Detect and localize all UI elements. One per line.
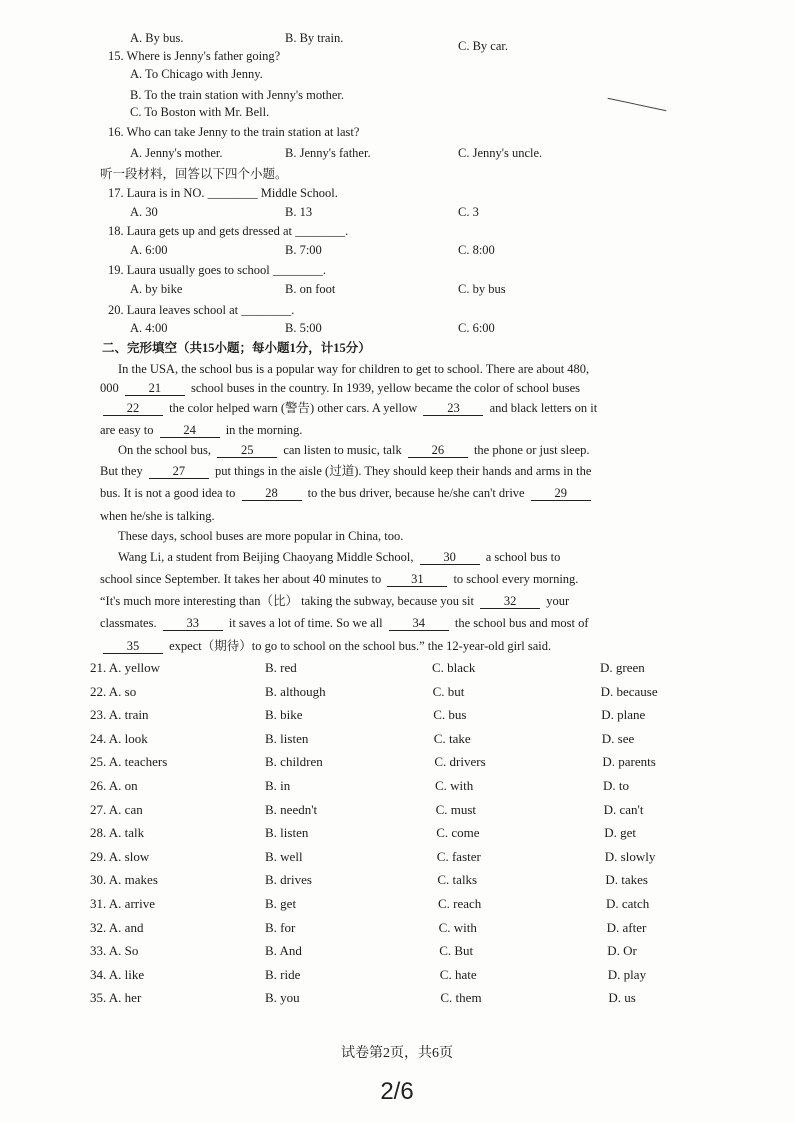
- cloze-option: B. bike: [265, 707, 303, 723]
- cloze-option: D. can't: [603, 801, 644, 817]
- passage-text: can listen to music, talk: [283, 443, 405, 457]
- question-q20: 20. Laura leaves school at ________.: [108, 303, 295, 317]
- cloze-option: 25. A. teachers: [90, 754, 168, 770]
- cloze-option: C. come: [436, 825, 480, 841]
- passage-line: [100, 571, 578, 587]
- question-q15: 15. Where is Jenny's father going?: [108, 49, 281, 63]
- cloze-option: D. us: [608, 990, 636, 1006]
- cloze-option: D. parents: [602, 754, 656, 770]
- cloze-blank-35[interactable]: 35: [103, 640, 163, 654]
- passage-text: put things in the aisle (过道). They should keep their hands and arms in the: [214, 464, 592, 478]
- cloze-option: D. see: [601, 730, 635, 746]
- passage-text: In the USA, the school bus is a popular way for children to get to school. There are about 480,: [118, 362, 590, 376]
- q17-options-option: A. 30: [130, 205, 158, 219]
- cloze-option: 35. A. her: [90, 990, 142, 1006]
- q19-options-option: B. on foot: [285, 282, 336, 296]
- cloze-option: C. them: [440, 990, 482, 1006]
- passage-text: classmates.: [100, 616, 160, 630]
- cloze-option: 24. A. look: [90, 730, 148, 746]
- passage-text: and black letters on it: [489, 401, 598, 415]
- passage-line: [100, 508, 215, 524]
- cloze-blank-25[interactable]: 25: [217, 444, 277, 458]
- cloze-option: D. green: [600, 660, 645, 675]
- cloze-option: 29. A. slow: [90, 848, 150, 864]
- cloze-option: 32. A. and: [90, 919, 144, 935]
- passage-line: [100, 422, 302, 438]
- q16-options-option: B. Jenny's father.: [285, 146, 371, 160]
- q20-options-option: B. 5:00: [285, 321, 322, 335]
- question-q15-b: B. To the train station with Jenny's mother.: [130, 88, 344, 102]
- cloze-option: 34. A. like: [90, 966, 145, 982]
- cloze-option: D. play: [607, 966, 647, 982]
- q14-options-option: C. By car.: [458, 39, 508, 53]
- passage-text: school since September. It takes her about 40 minutes to: [100, 572, 385, 586]
- cloze-option: C. drivers: [434, 754, 486, 770]
- cloze-option: C. reach: [438, 896, 482, 911]
- cloze-blank-22[interactable]: 22: [103, 402, 163, 416]
- cloze-option: C. bus: [433, 707, 467, 723]
- passage-line: [100, 638, 551, 654]
- q18-options-option: B. 7:00: [285, 243, 322, 257]
- cloze-blank-21[interactable]: 21: [125, 382, 185, 396]
- cloze-option: D. slowly: [604, 848, 656, 864]
- passage-line: [118, 442, 590, 458]
- q19-options-option: A. by bike: [130, 282, 183, 296]
- passage-text: the school bus and most of: [454, 616, 589, 630]
- q16-options-option: C. Jenny's uncle.: [458, 146, 543, 160]
- passage-line: [118, 549, 560, 565]
- question-q18: 18. Laura gets up and gets dressed at ________.: [108, 224, 349, 238]
- cloze-blank-30[interactable]: 30: [420, 551, 480, 565]
- cloze-option: C. take: [433, 730, 471, 746]
- passage-text: your: [546, 594, 570, 608]
- q20-options-option: C. 6:00: [458, 321, 495, 335]
- cloze-option: B. And: [265, 943, 302, 959]
- question-q16: 16. Who can take Jenny to the train station at last?: [108, 125, 360, 139]
- cloze-option: B. red: [265, 660, 297, 675]
- cloze-option: C. hate: [439, 966, 477, 982]
- cloze-option: D. Or: [607, 943, 637, 959]
- cloze-option: 22. A. so: [90, 683, 137, 699]
- cloze-option: D. takes: [605, 872, 648, 888]
- cloze-option: 28. A. talk: [90, 825, 145, 841]
- question-q17: 17. Laura is in NO. ________ Middle School.: [108, 186, 338, 200]
- cloze-option: B. listen: [265, 730, 309, 746]
- cloze-option: B. you: [265, 990, 300, 1006]
- passage-text: school buses in the country. In 1939, yellow became the color of school buses: [191, 381, 581, 395]
- page-footer: 试卷第2页，共6页: [341, 1046, 453, 1061]
- cloze-option: 21. A. yellow: [90, 660, 161, 675]
- passage-text: 000: [100, 381, 122, 395]
- passage-text: Wang Li, a student from Beijing Chaoyang Middle School,: [118, 550, 417, 564]
- cloze-blank-31[interactable]: 31: [387, 573, 447, 587]
- cloze-option: 33. A. So: [90, 943, 139, 959]
- cloze-option: D. because: [600, 683, 658, 699]
- cloze-option: B. needn't: [265, 801, 318, 817]
- cloze-option: 23. A. train: [90, 707, 149, 723]
- passage-line: [100, 615, 589, 631]
- cloze-option: C. must: [435, 801, 477, 817]
- cloze-blank-23[interactable]: 23: [423, 402, 483, 416]
- cloze-option: D. get: [604, 825, 636, 841]
- cloze-option: C. with: [435, 778, 474, 793]
- cloze-option: C. black: [432, 660, 476, 675]
- cloze-blank-28[interactable]: 28: [242, 487, 302, 501]
- passage-text: expect（期待）to go to school on the school bus.” the 12-year-old girl said.: [169, 639, 552, 653]
- cloze-blank-34[interactable]: 34: [389, 617, 449, 631]
- scan-mark: [608, 98, 667, 111]
- cloze-blank-26[interactable]: 26: [408, 444, 468, 458]
- q14-options-option: B. By train.: [285, 31, 344, 45]
- cloze-option: B. ride: [265, 966, 301, 982]
- page-indicator[interactable]: 2/6: [380, 1078, 414, 1105]
- cloze-option: 30. A. makes: [90, 872, 158, 888]
- cloze-blank-27[interactable]: 27: [149, 465, 209, 479]
- q18-options-option: A. 6:00: [130, 243, 168, 257]
- passage-line: [100, 380, 580, 396]
- cloze-option: B. although: [265, 683, 326, 699]
- cloze-option: B. well: [265, 848, 303, 864]
- cloze-option: B. for: [265, 919, 296, 935]
- cloze-option: D. catch: [606, 896, 650, 911]
- cloze-option: B. listen: [265, 825, 309, 841]
- passage-line: [118, 361, 589, 377]
- passage-text: a school bus to: [485, 550, 561, 564]
- passage-text: are easy to: [100, 423, 157, 437]
- section-instruction: 听一段材料，回答以下四个小题。: [100, 167, 288, 181]
- q14-options-option: A. By bus.: [130, 31, 184, 45]
- cloze-option: 27. A. can: [90, 801, 143, 817]
- cloze-blank-29[interactable]: 29: [531, 487, 591, 501]
- cloze-option: D. plane: [601, 707, 646, 723]
- question-q15-a: A. To Chicago with Jenny.: [130, 67, 263, 81]
- cloze-option: B. children: [265, 754, 323, 770]
- cloze-option: C. But: [439, 943, 474, 959]
- passage-line: [118, 528, 403, 544]
- cloze-option: B. get: [265, 896, 297, 911]
- passage-text: to school every morning.: [453, 572, 579, 586]
- q16-options-option: A. Jenny's mother.: [130, 146, 223, 160]
- passage-line: [100, 593, 569, 609]
- cloze-option: C. but: [432, 683, 465, 699]
- cloze-blank-24[interactable]: 24: [160, 424, 220, 438]
- cloze-option: B. drives: [265, 872, 312, 888]
- passage-text: it saves a lot of time. So we all: [228, 616, 386, 630]
- passage-text: But they: [100, 464, 146, 478]
- cloze-option: D. after: [606, 919, 647, 935]
- passage-text: bus. It is not a good idea to: [100, 486, 239, 500]
- passage-line: [100, 463, 591, 479]
- passage-text: in the morning.: [225, 423, 303, 437]
- cloze-option: D. to: [603, 778, 629, 793]
- passage-text: the color helped warn (警告) other cars. A yellow: [169, 401, 421, 415]
- passage-text: when he/she is talking.: [100, 509, 215, 523]
- q20-options-option: A. 4:00: [130, 321, 168, 335]
- cloze-option: C. with: [438, 919, 477, 935]
- passage-text: “It's much more interesting than（比） taking the subway, because you sit: [100, 594, 478, 608]
- passage-text: to the bus driver, because he/she can't drive: [307, 486, 528, 500]
- passage-text: These days, school buses are more popular in China, too.: [118, 529, 404, 543]
- question-q19: 19. Laura usually goes to school ________.: [108, 263, 327, 277]
- passage-line: [100, 400, 597, 416]
- passage-text: the phone or just sleep.: [473, 443, 590, 457]
- question-q15-c: C. To Boston with Mr. Bell.: [130, 105, 270, 119]
- passage-line: [100, 485, 594, 501]
- cloze-option: B. in: [265, 778, 291, 793]
- q19-options-option: C. by bus: [458, 282, 506, 296]
- cloze-option: C. talks: [437, 872, 478, 888]
- cloze-option: 31. A. arrive: [90, 896, 155, 911]
- cloze-blank-32[interactable]: 32: [480, 595, 540, 609]
- cloze-option: 26. A. on: [90, 778, 138, 793]
- q18-options-option: C. 8:00: [458, 243, 495, 257]
- q17-options-option: C. 3: [458, 205, 479, 219]
- section-title: 二、完形填空（共15小题；每小题1分，计15分）: [102, 341, 371, 355]
- cloze-blank-33[interactable]: 33: [163, 617, 223, 631]
- q17-options-option: B. 13: [285, 205, 313, 219]
- cloze-option: C. faster: [436, 848, 481, 864]
- passage-text: On the school bus,: [118, 443, 215, 457]
